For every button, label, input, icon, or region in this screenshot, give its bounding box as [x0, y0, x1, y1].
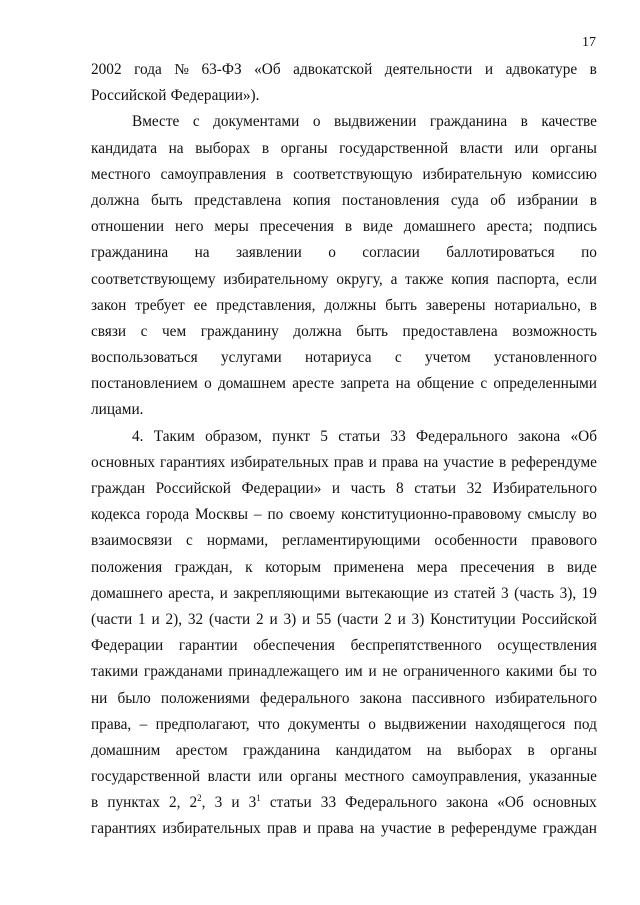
- word: правового: [531, 532, 597, 550]
- text-line: [91, 659, 597, 685]
- word: 8: [396, 480, 404, 497]
- text-line: [91, 109, 597, 135]
- word: быть: [150, 191, 183, 209]
- word: арестом: [175, 741, 228, 759]
- word: соответствующую: [293, 165, 413, 183]
- word: (части: [91, 610, 133, 628]
- word: и: [269, 610, 278, 628]
- word: №: [174, 61, 189, 78]
- word: избирательных: [162, 820, 261, 838]
- word: граждан,: [174, 558, 233, 576]
- word: Вместе: [132, 113, 180, 131]
- word: копия: [292, 191, 331, 209]
- word: чем: [161, 322, 187, 340]
- word: лицами.: [91, 401, 144, 419]
- word: нотариально,: [494, 296, 581, 314]
- word: определенными: [493, 375, 597, 393]
- word: кандидатом: [335, 741, 412, 759]
- word: «Об: [570, 427, 597, 445]
- word: в: [589, 191, 597, 209]
- word: (части: [337, 610, 379, 628]
- word: быть: [356, 322, 388, 340]
- word: основных: [91, 453, 155, 471]
- page-number: 17: [582, 35, 596, 50]
- word: ее: [193, 296, 208, 314]
- word: органы: [290, 768, 337, 786]
- word: конституционно-правовому: [340, 506, 522, 524]
- text-line: [91, 450, 597, 476]
- word: такими: [91, 663, 139, 681]
- word: прав: [266, 820, 297, 838]
- word: в: [547, 558, 555, 576]
- word: 1: [138, 610, 146, 628]
- word: беспрепятственного: [350, 637, 482, 655]
- word: в: [520, 113, 528, 131]
- word: выборах: [457, 741, 513, 759]
- word: быть: [385, 296, 417, 314]
- text-line: [91, 816, 597, 842]
- word: –: [139, 715, 148, 733]
- word: гражданами: [143, 663, 223, 681]
- word: права: [381, 453, 419, 471]
- word: общение: [416, 375, 475, 393]
- text-line: [91, 345, 597, 371]
- word: в: [589, 296, 597, 314]
- word: должна: [293, 322, 342, 340]
- body-text: [91, 57, 597, 843]
- word: домашнего: [91, 584, 163, 602]
- word: ограниченного: [403, 663, 500, 681]
- word: него: [174, 218, 204, 236]
- word: вытекающие: [345, 584, 429, 602]
- word: гражданина: [91, 244, 169, 262]
- word: и: [368, 663, 377, 681]
- word: нотариуса: [305, 349, 372, 367]
- word: согласии: [362, 244, 420, 262]
- word: или: [514, 139, 539, 157]
- word: референдуме: [511, 453, 597, 471]
- word: в: [276, 165, 284, 183]
- word: 3: [214, 794, 223, 812]
- word: 3: [501, 584, 509, 602]
- text-line: [91, 397, 597, 423]
- word: применена: [333, 558, 405, 576]
- word: положениями: [160, 689, 250, 707]
- word: участие: [381, 820, 432, 838]
- word: власти: [207, 768, 251, 786]
- word: в: [261, 139, 270, 157]
- word: смыслу: [527, 506, 577, 524]
- word: на: [426, 741, 442, 759]
- word: избрании: [517, 191, 579, 209]
- text-line: [91, 686, 597, 712]
- word: из: [434, 584, 449, 602]
- word: деятельности: [384, 61, 473, 78]
- word: а: [390, 270, 398, 288]
- word: на: [395, 375, 411, 393]
- word: и: [368, 453, 377, 471]
- word: года: [134, 61, 162, 78]
- word: что: [257, 715, 280, 733]
- word: права: [317, 820, 354, 838]
- word: какими: [505, 663, 554, 681]
- word: граждан: [542, 820, 597, 838]
- text-line: [91, 319, 597, 345]
- text-line: [91, 476, 597, 502]
- word: во: [582, 506, 597, 524]
- word: и: [219, 584, 228, 602]
- word: 4.: [132, 427, 144, 445]
- word: было: [117, 689, 151, 707]
- word: бы: [558, 663, 578, 681]
- word: связи: [91, 322, 127, 340]
- text-line: [91, 214, 597, 240]
- word: осуществления: [497, 637, 597, 655]
- word: избирательного: [495, 689, 597, 707]
- word: гражданину: [200, 322, 279, 340]
- word: комиссию: [531, 165, 597, 183]
- word: местного: [344, 768, 405, 786]
- word: гарантии: [178, 637, 238, 655]
- word: представлена: [194, 191, 282, 209]
- word: домашнем: [218, 375, 286, 393]
- word: с: [192, 113, 200, 131]
- word: по: [581, 244, 597, 262]
- word: о: [312, 113, 321, 131]
- word: 63-ФЗ: [201, 61, 242, 78]
- word: в: [91, 794, 99, 812]
- word: с: [394, 349, 402, 367]
- word: 19: [581, 584, 597, 602]
- word: или: [258, 768, 283, 786]
- word: не: [382, 663, 398, 681]
- word: 55: [315, 610, 332, 628]
- word: принадлежащего: [228, 663, 340, 681]
- word: по: [267, 506, 284, 524]
- word: основных: [532, 794, 597, 812]
- word: документами: [213, 113, 300, 131]
- word: 3): [411, 610, 425, 628]
- word: и: [302, 820, 312, 838]
- word: представления,: [216, 296, 316, 314]
- word: заявлении: [235, 244, 302, 262]
- word: гражданина: [242, 741, 321, 759]
- word: то: [582, 663, 597, 681]
- text-line: [91, 83, 597, 109]
- word: ареста;: [486, 218, 533, 236]
- word: 5: [320, 427, 328, 445]
- word: пресечения: [460, 558, 535, 576]
- word: требует: [135, 296, 185, 314]
- word: Федерального: [345, 794, 437, 812]
- word: выборах: [195, 139, 251, 157]
- word: Конституции: [430, 610, 516, 628]
- word: 2: [256, 610, 264, 628]
- word: предполагают,: [155, 715, 250, 733]
- word: мера: [416, 558, 448, 576]
- word: государственной: [339, 139, 449, 157]
- word: органы: [280, 139, 328, 157]
- word: находящегося: [474, 715, 566, 733]
- text-line: [91, 502, 597, 528]
- word: гражданина: [429, 113, 508, 131]
- word: запрета: [340, 375, 390, 393]
- text-line: [91, 607, 597, 633]
- word: должна: [91, 191, 140, 209]
- word: органы: [550, 139, 597, 157]
- word: Таким: [153, 427, 195, 445]
- word: закона: [446, 794, 489, 812]
- word: ареста,: [168, 584, 215, 602]
- word: домашнего: [403, 218, 476, 236]
- word: статьи: [414, 480, 457, 497]
- word: возможность: [512, 322, 597, 340]
- word: суда: [450, 191, 479, 209]
- word: домашним: [91, 741, 161, 759]
- word: о: [328, 244, 336, 262]
- word: «Об: [497, 794, 524, 812]
- word: Российской: [155, 480, 231, 497]
- word: которым: [265, 558, 322, 576]
- word: референдуме: [451, 820, 537, 838]
- word: и: [151, 610, 160, 628]
- word: кодекса: [91, 506, 141, 524]
- word: и: [331, 480, 341, 497]
- word: 3),: [559, 584, 577, 602]
- word: (части: [208, 610, 251, 628]
- word: особенности: [434, 532, 518, 550]
- word: выдвижении: [334, 113, 417, 131]
- word: о: [368, 715, 376, 733]
- word: участие: [443, 453, 494, 471]
- word: с: [186, 532, 193, 550]
- word: виде: [566, 558, 597, 576]
- word: с: [480, 375, 488, 393]
- text-line: [91, 528, 597, 554]
- word: документы: [288, 715, 360, 733]
- word: Российской: [91, 87, 167, 105]
- word: учетом: [425, 349, 471, 367]
- word: предоставлена: [402, 322, 498, 340]
- word: Федерации»).: [170, 87, 260, 105]
- word: аресте: [292, 375, 335, 393]
- word: кандидата: [91, 139, 157, 157]
- text-line: [91, 555, 597, 581]
- word: пассивного: [411, 689, 486, 707]
- word: закрепляющими: [233, 584, 341, 602]
- text-line: [91, 267, 597, 293]
- word: на: [423, 453, 439, 471]
- word: своему: [289, 506, 336, 524]
- word: с: [140, 322, 148, 340]
- word: Российской: [521, 610, 597, 628]
- word: нормами,: [206, 532, 269, 550]
- word: под: [573, 715, 597, 733]
- word: качестве: [541, 113, 597, 131]
- text-line: [91, 57, 597, 83]
- word: 2002: [91, 61, 122, 78]
- word: 33: [320, 794, 337, 812]
- word: на: [168, 139, 184, 157]
- text-line: [91, 424, 597, 450]
- word: установленного: [493, 349, 597, 367]
- word: закон: [91, 296, 127, 314]
- word: подпись: [543, 218, 597, 236]
- word: гарантиях: [160, 453, 226, 471]
- word: положения: [91, 558, 163, 576]
- word: о: [204, 375, 212, 393]
- word: Федерации»: [241, 480, 322, 497]
- word: местного: [91, 165, 151, 183]
- word: закона: [518, 427, 561, 445]
- word: Федерации: [91, 637, 164, 655]
- word: пунктах: [107, 794, 160, 812]
- word: выдвижении: [384, 715, 467, 733]
- word: на: [194, 244, 210, 262]
- word: прав: [333, 453, 364, 471]
- word: пункт: [272, 427, 311, 445]
- text-line: [91, 790, 597, 816]
- word: избирательную: [422, 165, 523, 183]
- word: в: [527, 741, 535, 759]
- word: отношении: [91, 218, 165, 236]
- word: виде: [362, 218, 393, 236]
- word: города: [146, 506, 190, 524]
- text-line: [91, 371, 597, 397]
- word: в: [437, 820, 445, 838]
- text-line: [91, 633, 597, 659]
- text-line: [91, 712, 597, 738]
- text-line: [91, 162, 597, 188]
- word: статей: [453, 584, 496, 602]
- word: избирательному: [223, 270, 329, 288]
- word: адвокатуре: [505, 61, 578, 78]
- word: взаимосвязи: [91, 532, 173, 550]
- word: статьи: [338, 427, 381, 445]
- word: права,: [91, 715, 132, 733]
- text-line: [91, 581, 597, 607]
- word: меры: [214, 218, 249, 236]
- word: в: [589, 61, 597, 78]
- word: 32: [466, 480, 482, 497]
- word: самоуправления: [160, 165, 267, 183]
- word: указанные: [529, 768, 597, 786]
- word: 33: [390, 427, 406, 445]
- word: 32: [187, 610, 204, 628]
- word: в: [499, 453, 507, 471]
- word: постановления: [342, 191, 440, 209]
- word: –: [253, 506, 262, 524]
- text-line: [91, 188, 597, 214]
- word: соответствующему: [91, 270, 216, 288]
- word: регламентирующими: [282, 532, 421, 550]
- word: «Об: [254, 61, 281, 78]
- word: и: [231, 794, 240, 812]
- word: граждан: [91, 480, 146, 497]
- word: Избирательного: [492, 480, 597, 497]
- word: (часть: [514, 584, 555, 602]
- word: образом,: [205, 427, 262, 445]
- word: также: [405, 270, 444, 288]
- word: если: [567, 270, 597, 288]
- text-line: [91, 293, 597, 319]
- text-line: [91, 764, 597, 790]
- word: закона: [359, 689, 402, 707]
- word: обеспечения: [253, 637, 335, 655]
- word: $3^1$: [248, 793, 261, 812]
- word: гарантиях: [91, 820, 157, 838]
- word: органы: [550, 741, 597, 759]
- word: об: [490, 191, 506, 209]
- word: избирательных: [230, 453, 329, 471]
- word: должны: [324, 296, 377, 314]
- text-line: [91, 240, 597, 266]
- word: 2),: [165, 610, 183, 628]
- word: и: [301, 610, 311, 628]
- word: адвокатской: [293, 61, 373, 78]
- word: им: [344, 663, 363, 681]
- word: услугами: [221, 349, 282, 367]
- word: баллотироваться: [446, 244, 555, 262]
- word: Москвы: [195, 506, 249, 524]
- word: копия: [451, 270, 489, 288]
- word: постановлением: [91, 375, 198, 393]
- word: 2,: [168, 794, 181, 812]
- word: паспорта,: [496, 270, 560, 288]
- text-line: [91, 136, 597, 162]
- word: воспользоваться: [91, 349, 198, 367]
- word: $2^2$,: [189, 793, 206, 812]
- word: власти: [459, 139, 503, 157]
- word: округу,: [336, 270, 383, 288]
- word: часть: [350, 480, 386, 497]
- word: и: [484, 61, 494, 78]
- word: и: [397, 610, 406, 628]
- word: 3): [283, 610, 297, 628]
- word: самоуправления,: [411, 768, 522, 786]
- word: Федерального: [416, 427, 508, 445]
- word: ни: [91, 689, 108, 707]
- word: статьи: [269, 794, 312, 812]
- word: к: [245, 558, 253, 576]
- word: на: [359, 820, 375, 838]
- text-line: [91, 738, 597, 764]
- word: федерального: [259, 689, 350, 707]
- word: государственной: [91, 768, 201, 786]
- word: 2: [384, 610, 392, 628]
- word: пресечения: [259, 218, 334, 236]
- word: в: [344, 218, 353, 236]
- word: заверены: [425, 296, 486, 314]
